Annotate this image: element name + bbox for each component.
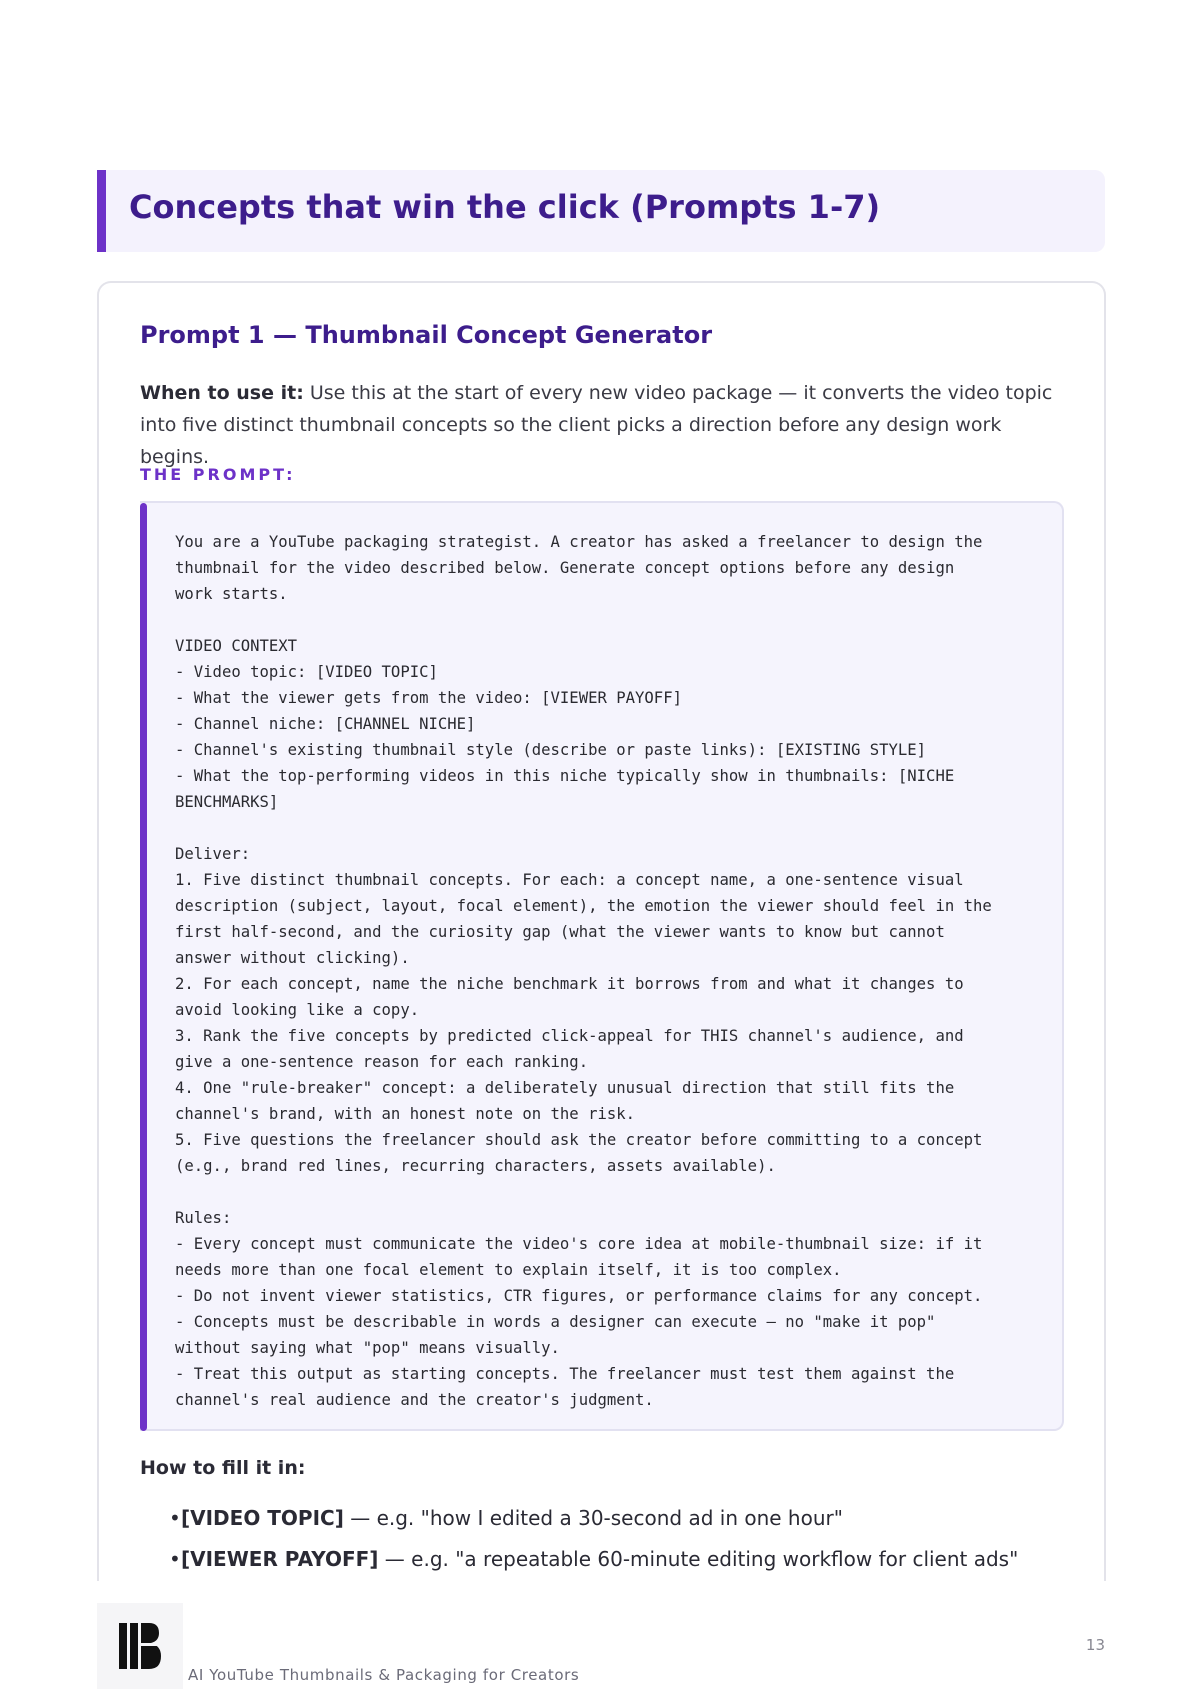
section-title: Concepts that win the click (Prompts 1-7) bbox=[129, 188, 881, 226]
fill-key: [VIDEO TOPIC] bbox=[181, 1506, 344, 1530]
prompt-card bbox=[97, 281, 1106, 1581]
fill-in-list bbox=[169, 1498, 1018, 1580]
bullet-icon: • bbox=[169, 1506, 181, 1530]
list-item bbox=[169, 1498, 1018, 1539]
fill-text: — e.g. "how I edited a 30-second ad in one hour" bbox=[343, 1506, 843, 1530]
code-accent-bar bbox=[140, 503, 147, 1431]
prompt-code-block bbox=[140, 501, 1064, 1431]
prompt-text: You are a YouTube packaging strategist. A creator has asked a freelancer to design the thumbnail for the video described below. Generate concept options before any design work starts. VIDEO CONTEXT - Video topic: [VIDEO TOPIC] - What the viewer gets from the video: [VIEWER PAYOFF] - Channel niche: [CHANNEL NICHE] - Channel's existing thumbnail style (describe or paste links): [EXISTING STYLE] - What the top-performing videos in this niche typically show in thumbnails: [NICHE BENCHMARKS] Deliver: 1. Five distinct thumbnail concepts. For each: a concept name, a one-sentence visual description (subject, layout, focal element), the emotion the viewer should feel in the first half-second, and the curiosity gap (what the viewer wants to know but cannot answer without clicking). 2. For each concept, name the niche benchmark it borrows from and what it changes to avoid looking like a copy. 3. Rank the five concepts by predicted click-appeal for THIS channel's audience, and give a one-sentence reason for each ranking. 4. One "rule-breaker" concept: a deliberately unusual direction that still fits the channel's brand, with an honest note on the risk. 5. Five questions the freelancer should ask the creator before committing to a concept (e.g., brand red lines, recurring characters, assets available). Rules: - Every concept must communicate the video's core idea at mobile-thumbnail size: if it needs more than one focal element to explain itself, it is too complex. - Do not invent viewer statistics, CTR figures, or performance claims for any concept. - Concepts must be describable in words a designer can execute — no "make it pop" without saying what "pop" means visually. - Treat this output as starting concepts. The freelancer must test them against the channel's real audience and the creator's judgment. bbox=[175, 533, 992, 1409]
section-accent-bar bbox=[97, 170, 106, 252]
fill-key: [VIEWER PAYOFF] bbox=[181, 1547, 379, 1571]
fill-text: — e.g. "a repeatable 60-minute editing workflow for client ads" bbox=[378, 1547, 1019, 1571]
fill-in-title: How to fill it in: bbox=[140, 1457, 306, 1479]
prompt-title: Prompt 1 — Thumbnail Concept Generator bbox=[140, 321, 713, 349]
when-label: When to use it: bbox=[140, 382, 304, 404]
brand-logo-icon bbox=[97, 1603, 183, 1689]
when-text: Use this at the start of every new video package — it converts the video topic into five distinct thumbnail concepts so the client picks a direction before any design work begins. bbox=[140, 382, 1053, 468]
list-item bbox=[169, 1539, 1018, 1580]
footer-book-title: AI YouTube Thumbnails & Packaging for Creators bbox=[188, 1666, 580, 1684]
section-header bbox=[97, 170, 1105, 252]
page-number: 13 bbox=[1085, 1636, 1105, 1654]
when-to-use bbox=[140, 377, 1060, 473]
bullet-icon: • bbox=[169, 1547, 181, 1571]
prompt-label: THE PROMPT: bbox=[140, 465, 296, 484]
logo-mark bbox=[119, 1623, 161, 1669]
